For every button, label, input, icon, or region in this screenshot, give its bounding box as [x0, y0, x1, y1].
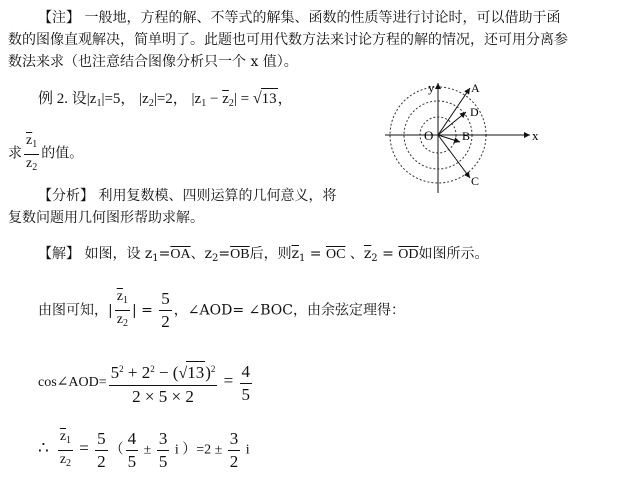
z1-over-z2-fraction: $\frac{\overline{z}_1}{z_2}$ — [26, 133, 38, 173]
a-label: A — [471, 81, 480, 95]
vector-ob — [438, 135, 460, 142]
vector-oa — [438, 88, 470, 135]
x-label: x — [532, 128, 539, 143]
cosine-law-fraction: $\frac{5^2 + 2^2 - (√13)^2}{2 \times 5 \times 2}$ — [109, 358, 218, 408]
note-tag: 【注】 — [38, 10, 80, 26]
cosine-result-fraction: $\frac{4}{5}$ — [241, 361, 251, 404]
note-line-3: 数法来求（也注意结合图像分析只一个 x 值）。 — [8, 54, 298, 70]
solution-line: 【解】 如图，设 $z_1=\overline{OA}$、$z_2=\overline{OB}$后，则$\overline{z}_1 = \overline{OC}$ 、$\overline{z}_2 = \overline{OD}$如图所示。 — [38, 246, 489, 264]
example-condition: 例 2. 设$|z_1|=5$， $|z_2|=2$， $|z_1 - \overline{z}_2| = √13$， — [38, 90, 293, 109]
example-question: 求 $\frac{\overline{z}_1}{z_2}$ 的值。 — [8, 132, 83, 177]
o-label: O — [424, 128, 434, 143]
c-label: C — [471, 174, 480, 188]
step3-lhs-fraction: $\frac{\overline{z}_1}{z_2}$ — [59, 429, 72, 469]
analysis-line-2: 复数问题用几何图形帮助求解。 — [8, 210, 204, 226]
complex-plane-figure — [380, 78, 550, 198]
note-line-1: 【注】 一般地，方程的解、不等式的解集、函数的性质等进行讨论时，可以借助于函 — [38, 10, 561, 26]
step1-lhs-fraction: $\frac{\overline{z}_1}{z_2}$ — [116, 289, 128, 329]
step1-line: 由图可知，| $\frac{\overline{z}_1}{z_2}$ | = $\frac{5}{2}$ ，∠AOD= ∠BOC，由余弦定理得： — [38, 289, 405, 331]
solution-tag: 【解】 — [38, 246, 80, 262]
analysis-tag: 【分析】 — [38, 188, 94, 204]
therefore-symbol: ∴ — [38, 438, 49, 458]
step2-line: cos∠AOD= $\frac{5^2 + 2^2 - (√13)^2}{2 \times 5 \times 2}$ = $\frac{4}{5}$ — [38, 358, 254, 408]
analysis-line-1: 【分析】 利用复数模、四则运算的几何意义，将 — [38, 188, 337, 204]
step1-rhs-fraction: $\frac{5}{2}$ — [161, 289, 170, 331]
y-label: y — [428, 80, 435, 95]
b-label: B — [462, 129, 471, 143]
note-line-2: 数的图像直观解决，简单明了。此题也可用代数方法来讨论方程的解的情况，还可用分离参 — [8, 32, 568, 48]
step3-line: ∴ $\frac{\overline{z}_1}{z_2}$ = $\frac{5}{2}$ （ $\frac{4}{5}$ ± $\frac{3}{5}$ i ）=2 ± $\frac{3}{2}$ i — [38, 429, 250, 471]
d-label: D — [470, 105, 479, 119]
